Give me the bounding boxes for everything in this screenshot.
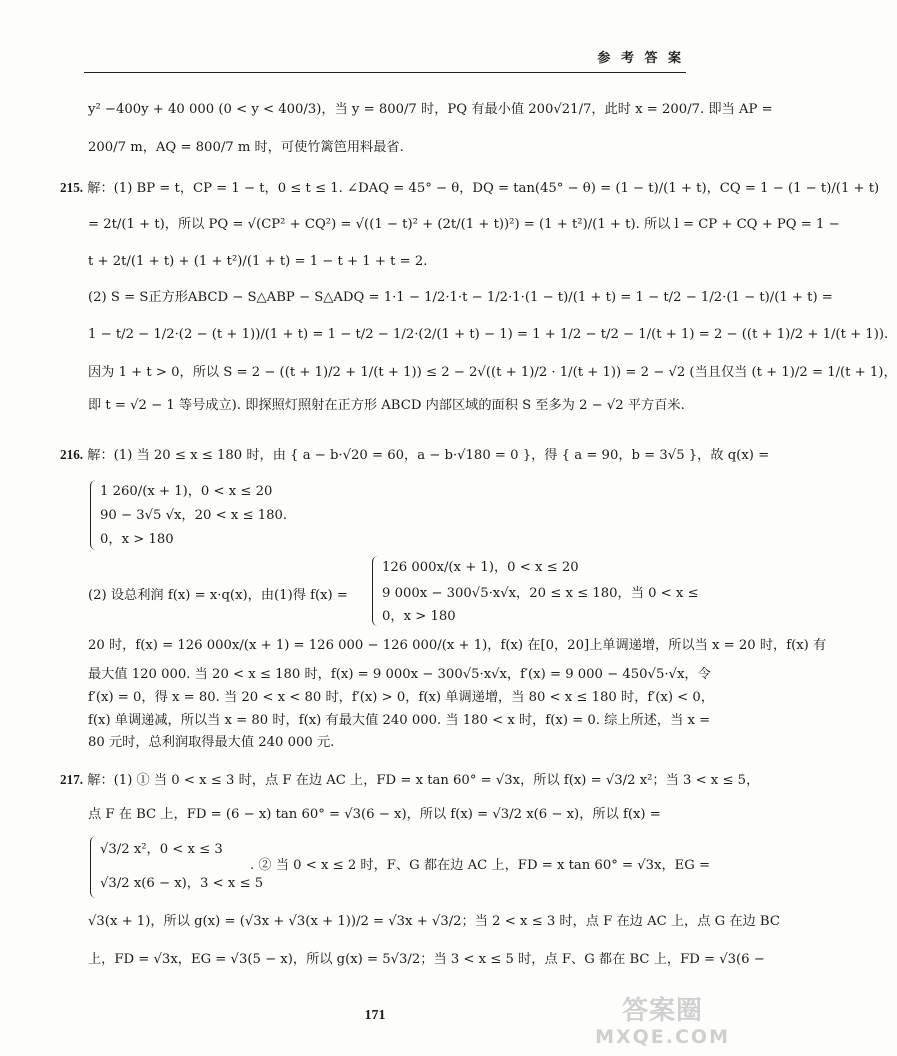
text-line: 最大值 120 000. 当 20 < x ≤ 180 时，f(x) = 9 000x − 300√5·x√x，f′(x) = 9 000 − 450√5·√x，令 [88, 667, 711, 682]
page-number: 171 [364, 1008, 386, 1023]
text-line: 80 元时，总利润取得最大值 240 000 元. [88, 735, 335, 750]
case-line: √3/2 x(6 − x)，3 < x ≤ 5 [100, 876, 264, 891]
problem-216 [60, 445, 770, 466]
text-line: 20 时，f(x) = 126 000x/(x + 1) = 126 000 − 126 000/(x + 1)，f(x) 在[0，20]上单调递增，所以当 x = 20 时，f(x) 有 [88, 638, 827, 653]
text-line: t + 2t/(1 + t) + (1 + t²)/(1 + t) = 1 − t + 1 + t = 2. [88, 254, 428, 269]
text-line: (2) 设总利润 f(x) = x·q(x)，由(1)得 f(x) = [88, 588, 348, 603]
text-line: y² −400y + 40 000 (0 < y < 400/3)，当 y = 800/7 时，PQ 有最小值 200√21/7，此时 x = 200/7. 即当 AP = [88, 102, 773, 117]
header-title: 参 考 答 案 [597, 51, 684, 66]
text-line: √3(x + 1)，所以 g(x) = (√3x + √3(x + 1))/2 = √3x + √3/2；当 2 < x ≤ 3 时，点 F 在边 AC 上，点 G 在边 BC [88, 914, 780, 929]
text-line: 200/7 m，AQ = 800/7 m 时，可使竹篱笆用料最省. [88, 140, 404, 155]
text-line: = 2t/(1 + t)，所以 PQ = √(CP² + CQ²) = √((1 − t)² + (2t/(1 + t))²) = (1 + t²)/(1 + t). 所以 l = CP + CQ + PQ = 1 − [88, 217, 840, 232]
watermark [595, 998, 730, 1050]
watermark-bottom: MXQE.COM [595, 1026, 730, 1048]
watermark-top: 答案圈 [622, 996, 704, 1026]
text-line: . ② 当 0 < x ≤ 2 时，F、G 都在边 AC 上，FD = x tan 60° = √3x，EG = [250, 858, 711, 873]
text-line: 即 t = √2 − 1 等号成立). 即探照灯照射在正方形 ABCD 内部区域的面积 S 至多为 2 − √2 平方百米. [88, 398, 685, 413]
text-line: (2) S = S正方形ABCD − S△ABP − S△ADQ = 1·1 − 1/2·1·t − 1/2·1·(1 − t)/(1 + t) = 1 − t/2 − 1/2·(1 − t)/(1 + t) = [88, 290, 833, 305]
text-line: 解：(1) 当 20 ≤ x ≤ 180 时，由 { a − b·√20 = 60，a − b·√180 = 0 }，得 { a = 90，b = 3√5 }，故 q(x) = [87, 448, 770, 463]
brace [90, 480, 97, 550]
text-line: f′(x) = 0，得 x = 80. 当 20 < x < 80 时，f′(x) > 0，f(x) 单调递增，当 80 < x ≤ 180 时，f′(x) < 0， [88, 690, 715, 705]
text-line: 解：(1) ① 当 0 < x ≤ 3 时，点 F 在边 AC 上，FD = x tan 60° = √3x，所以 f(x) = √3/2 x²；当 3 < x ≤ 5， [87, 773, 760, 788]
problem-number: 215. [60, 180, 84, 195]
case-line: 90 − 3√5 √x，20 < x ≤ 180. [100, 508, 288, 523]
text-line: f(x) 单调递减，所以当 x = 80 时，f(x) 有最大值 240 000. 当 180 < x 时，f(x) = 0. 综上所述，当 x = [88, 713, 711, 728]
problem-number: 217. [60, 772, 84, 787]
text-line: 1 − t/2 − 1/2·(2 − (t + 1))/(1 + t) = 1 − t/2 − 1/2·(2/(1 + t) − 1) = 1 + 1/2 − t/2 − 1/(t + 1) = 2 − ((t + 1)/2 + 1/(t + 1)). [88, 327, 889, 342]
problem-number: 216. [60, 447, 84, 462]
text-line: 上，FD = √3x，EG = √3(5 − x)，所以 g(x) = 5√3/2；当 3 < x ≤ 5 时，点 F、G 都在 BC 上，FD = √3(6 − [88, 952, 765, 967]
case-line: 1 260/(x + 1)，0 < x ≤ 20 [100, 484, 273, 499]
text-line: 点 F 在 BC 上，FD = (6 − x) tan 60° = √3(6 − x)，所以 f(x) = √3/2 x(6 − x)，所以 f(x) = [88, 807, 661, 822]
text-line: 解：(1) BP = t，CP = 1 − t，0 ≤ t ≤ 1. ∠DAQ = 45° − θ，DQ = tan(45° − θ) = (1 − t)/(1 + t)，CQ = 1 − (1 − t)/(1 + t) [87, 181, 880, 196]
case-line: 0，x > 180 [382, 609, 456, 624]
case-line: 126 000x/(x + 1)，0 < x ≤ 20 [382, 560, 579, 575]
header-rule [84, 72, 686, 73]
brace [90, 836, 97, 898]
problem-217 [60, 770, 760, 791]
case-line: 9 000x − 300√5·x√x，20 ≤ x ≤ 180，当 0 < x ≤ [382, 586, 699, 601]
case-line: 0，x > 180 [100, 532, 174, 547]
brace [372, 556, 379, 626]
case-line: √3/2 x²，0 < x ≤ 3 [100, 842, 223, 857]
text-line: 因为 1 + t > 0，所以 S = 2 − ((t + 1)/2 + 1/(t + 1)) ≤ 2 − 2√((t + 1)/2 · 1/(t + 1)) = 2 − √2 (当且仅当 (t + 1)/2 = 1/(t + 1)， [88, 365, 897, 380]
problem-215 [60, 178, 880, 199]
